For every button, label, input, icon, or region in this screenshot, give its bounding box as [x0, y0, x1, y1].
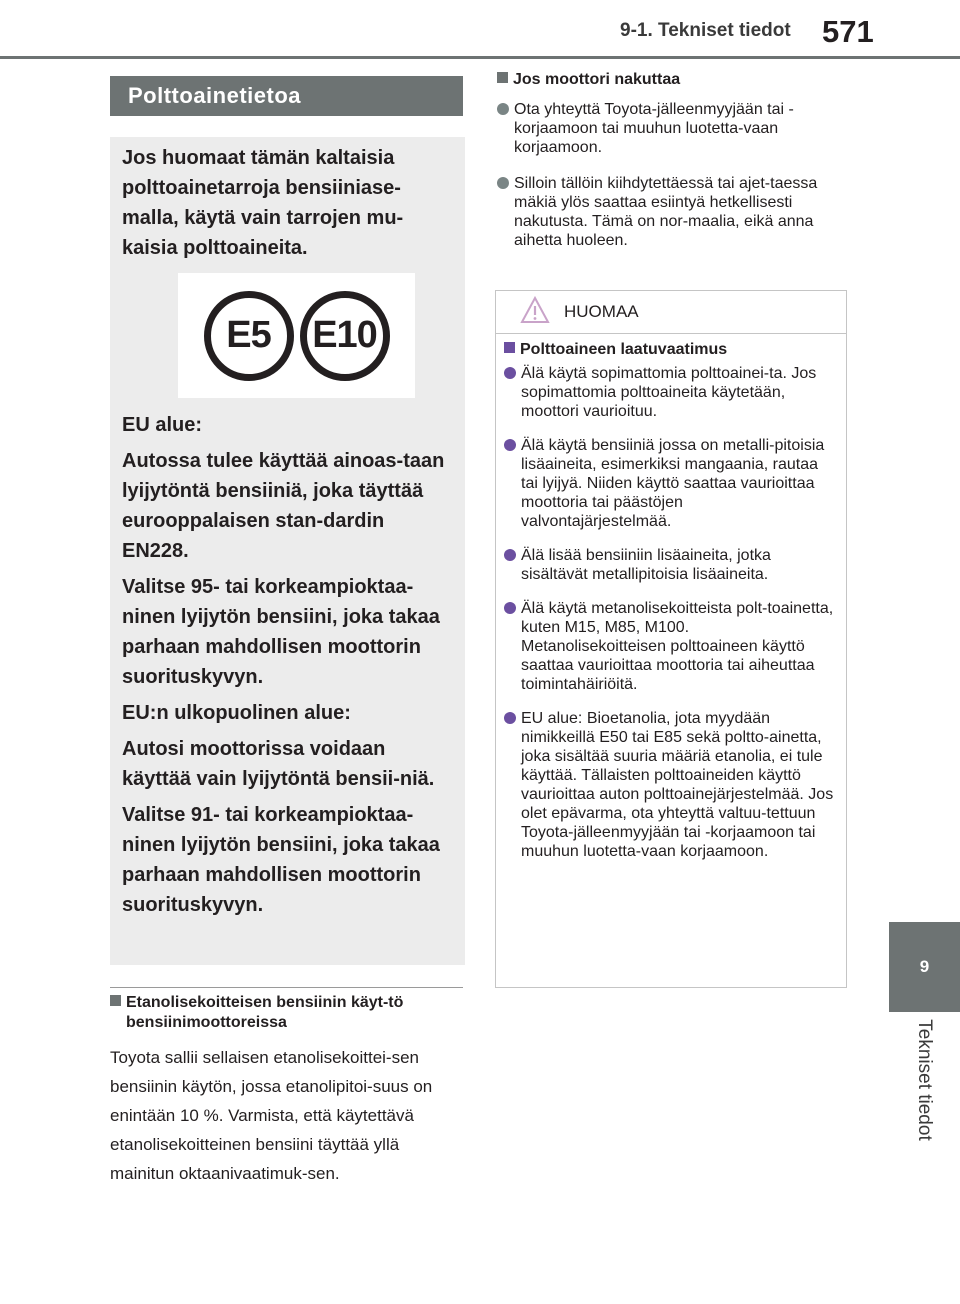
heading-square-icon [110, 995, 121, 1006]
section-divider [110, 987, 463, 988]
chapter-side-label: Tekniset tiedot [914, 1019, 935, 1141]
ethanol-text: Toyota sallii sellaisen etanolisekoittei-sen bensiinin käytön, jossa etanolipitoi-suus on enintään 10 %. Varmista, että käytettävä etanolisekoitteinen bensiini täyttää yllä mainitun oktaanivaatimuk-sen. [110, 1048, 433, 1183]
noneu-text-1: Autosi moottorissa voidaan käyttää vain lyijytöntä bensii-niä. [122, 738, 435, 790]
section-header: 9-1. Tekniset tiedot [620, 20, 791, 41]
eu-heading: EU alue: [122, 414, 203, 436]
notice-bullet: Älä käytä metanolisekoitteista polt-toainetta, kuten M15, M85, M100. Metanolisekoitteisen polttoaineen käyttö saattaa vaurioittaa moottoria tai aiheuttaa toimintahäiriöitä. [504, 599, 836, 694]
bullet-dot-icon [504, 439, 516, 451]
bullet-dot-icon [497, 103, 509, 115]
notice-bullet: Älä lisää bensiiniin lisäaineita, jotka sisältävät metallipitoisia lisäaineita. [504, 546, 836, 584]
fuel-label-e10: E10 [300, 291, 390, 381]
bullet-dot-icon [504, 712, 516, 724]
warning-triangle-icon [520, 296, 550, 324]
ethanol-heading: Etanolisekoitteisen bensiinin käyt-tö bensiinimoottoreissa [110, 993, 465, 1033]
fuel-label-e5: E5 [204, 291, 294, 381]
notice-bullet: Älä käytä bensiiniä jossa on metalli-pitoisia lisäaineita, esimerkiksi mangaania, rautaa tai lyijyä. Niiden käyttö saattaa vaurioittaa moottoria tai päästöjen valvontajärjestelmää. [504, 436, 836, 531]
noneu-heading: EU:n ulkopuolinen alue: [122, 702, 351, 724]
notice-header [496, 291, 846, 334]
noneu-text-2: Valitse 91- tai korkeampioktaa-ninen lyijytön bensiini, joka takaa parhaan mahdollisen moottorin suorituskyvyn. [122, 804, 440, 916]
bullet-dot-icon [504, 549, 516, 561]
notice-bullet: Älä käytä sopimattomia polttoainei-ta. Jos sopimattomia polttoaineita käytetään, moottori vaurioituu. [504, 364, 836, 421]
knock-bullet: Silloin tällöin kiihdytettäessä tai ajet-taessa mäkiä ylös saattaa esiintyä hetkellisesti nakutusta. Tämä on nor-maalia, eikä anna aihetta huoleen. [497, 174, 847, 250]
info-intro: Jos huomaat tämän kaltaisia polttoainetarroja bensiiniase-malla, käytä vain tarrojen mu-kaisia polttoaineita. [122, 147, 404, 259]
eu-text-1: Autossa tulee käyttää ainoas-taan lyijytöntä bensiiniä, joka täyttää eurooppalaisen stan-dardin EN228. [122, 450, 445, 562]
header-divider [0, 56, 960, 59]
eu-text-2: Valitse 95- tai korkeampioktaa-ninen lyijytön bensiini, joka takaa parhaan mahdollisen moottorin suorituskyvyn. [122, 576, 440, 688]
ethanol-section [110, 993, 465, 1188]
heading-square-icon [497, 72, 508, 83]
chapter-tab [889, 922, 960, 1012]
knock-heading: Jos moottori nakuttaa [497, 70, 847, 90]
bullet-dot-icon [504, 602, 516, 614]
notice-box [495, 290, 847, 988]
fuel-label-image [178, 273, 415, 398]
bullet-dot-icon [504, 367, 516, 379]
knock-section [497, 70, 847, 250]
section-title: Polttoainetietoa [110, 76, 463, 116]
notice-bullet: EU alue: Bioetanolia, jota myydään nimikkeillä E50 tai E85 sekä poltto-ainetta, joka sisältää suuria määriä etanolia, ei tule käyttää. Tällaisten polttoaineiden käyttö vaurioittaa auton polttoainejärjestelmää. Jos olet epävarma, ota yhteyttä valtuu-tettuun Toyota-jälleenmyyjään tai -korjaamoon tai muuhun luotetta-vaan korjaamoon. [504, 709, 836, 861]
fuel-info-box [110, 137, 465, 965]
knock-bullet: Ota yhteyttä Toyota-jälleenmyyjään tai -korjaamoon tai muuhun luotetta-vaan korjaamoon. [497, 100, 847, 157]
notice-body [496, 334, 846, 861]
bullet-dot-icon [497, 177, 509, 189]
notice-heading: Polttoaineen laatuvaatimus [504, 340, 836, 360]
heading-square-icon [504, 342, 515, 353]
chapter-number: 9 [919, 957, 930, 976]
page-number: 571 [822, 14, 874, 49]
notice-title: HUOMAA [564, 302, 639, 321]
